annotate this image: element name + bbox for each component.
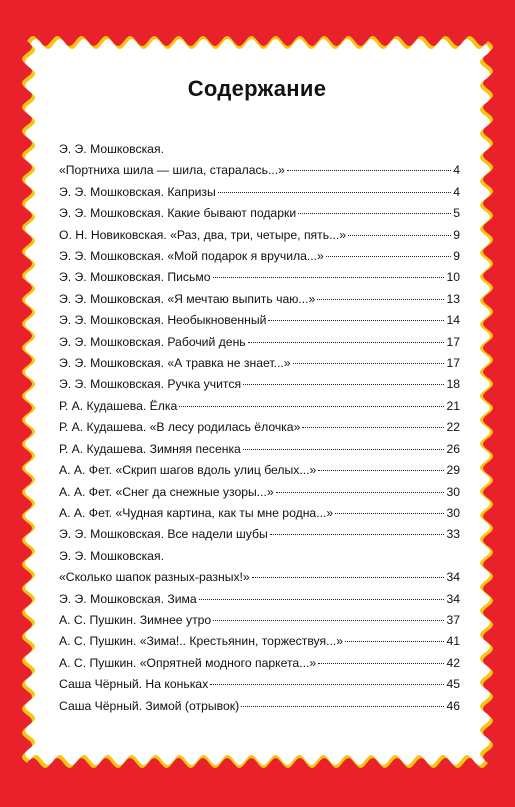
dot-leader [243,384,444,385]
dot-leader [213,277,445,278]
toc-entry [59,289,460,310]
toc-entry-title: Э. Э. Мошковская. «А травка не знает...» [59,356,291,371]
dot-leader [287,170,451,171]
toc-entry-page: 17 [446,334,460,349]
dot-leader [241,706,444,707]
toc-entry [59,482,460,503]
toc-entry [59,631,460,652]
toc-entry-page: 21 [446,398,460,413]
toc-entry-page: 9 [453,249,460,264]
dot-leader [179,406,444,407]
toc-entry-title: «Сколько шапок разных-разных!» [59,570,250,585]
toc-entry [59,353,460,374]
toc-entry-title: «Портниха шила — шила, старалась...» [59,163,285,178]
toc-entry-page: 10 [446,270,460,285]
toc-entry [59,417,460,438]
dot-leader [248,342,445,343]
toc-entry-page: 9 [453,227,460,242]
page-title: Содержание [187,76,327,101]
toc-entry-title: Э. Э. Мошковская. Рабочий день [59,334,246,349]
toc-entry [59,696,460,717]
toc-entry [59,374,460,395]
toc-entry-title: Э. Э. Мошковская. Зима [59,591,197,606]
toc-entry-title: Э. Э. Мошковская. Ручка учится [59,377,242,392]
toc-entry-title: Р. А. Кудашева. «В лесу родилась ёлочка» [59,420,301,435]
toc-entry-page: 17 [446,356,460,371]
dot-leader [270,534,445,535]
toc-entry-author: Э. Э. Мошковская. [59,142,164,156]
dot-leader [243,449,445,450]
toc-entry-author: Э. Э. Мошковская. [59,548,164,563]
toc-entry [59,396,460,417]
toc-entry [59,310,460,331]
toc-entry-page: 30 [446,484,460,499]
toc-entry [59,460,460,481]
toc-entry-page: 41 [446,634,460,649]
dot-leader [213,620,444,621]
dot-leader [317,299,444,300]
toc-entry-page: 5 [453,206,460,221]
toc-entry-title: Э. Э. Мошковская. Какие бывают подарки [59,206,297,221]
toc-entry-page: 29 [446,463,460,478]
toc-entry-page: 42 [446,655,460,670]
toc-entry-page: 4 [453,163,460,178]
toc-entry [59,203,460,224]
toc-entry [59,610,460,631]
toc-entry-title: Р. А. Кудашева. Зимняя песенка [59,441,241,456]
toc-entry-title: А. С. Пушкин. «Зима!.. Крестьянин, торжествуя...» [59,634,344,649]
contents-page [28,42,486,762]
toc-entry-page: 4 [453,184,460,199]
toc-entry-title: Саша Чёрный. Зимой (отрывок) [59,698,240,713]
dot-leader [302,427,444,428]
toc-entry-page: 18 [446,377,460,392]
table-of-contents [59,139,460,717]
toc-entry [59,503,460,524]
toc-entry [59,589,460,610]
toc-entry [59,332,460,353]
dot-leader [293,363,445,364]
toc-entry-page: 46 [446,698,460,713]
dot-leader [276,492,445,493]
toc-entry [59,546,460,589]
toc-entry-page: 26 [446,441,460,456]
dot-leader [318,663,444,664]
toc-entry [59,139,460,182]
toc-entry-title: Э. Э. Мошковская. Все надели шубы [59,527,268,542]
toc-entry-page: 45 [446,677,460,692]
dot-leader [318,470,444,471]
toc-entry-title: Саша Чёрный. На коньках [59,677,209,692]
dot-leader [345,641,444,642]
toc-entry [59,674,460,695]
toc-entry-title: А. А. Фет. «Скрип шагов вдоль улиц белых...» [59,463,317,478]
toc-entry-page: 34 [446,570,460,585]
toc-entry-title: Э. Э. Мошковская. Письмо [59,270,211,285]
toc-entry-title: О. Н. Новиковская. «Раз, два, три, четыре, пять...» [59,227,347,242]
toc-entry-title: Э. Э. Мошковская. «Я мечтаю выпить чаю...» [59,291,316,306]
toc-entry-page: 37 [446,612,460,627]
toc-entry [59,439,460,460]
dot-leader [335,513,444,514]
toc-entry-page: 33 [446,527,460,542]
toc-entry-title: А. С. Пушкин. Зимнее утро [59,612,212,627]
toc-entry [59,267,460,288]
toc-entry-title: Э. Э. Мошковская. Необыкновенный [59,313,267,328]
toc-entry-page: 13 [446,291,460,306]
dot-leader [348,235,451,236]
toc-entry-page: 22 [446,420,460,435]
toc-entry-page: 14 [446,313,460,328]
toc-entry-title: А. А. Фет. «Снег да снежные узоры...» [59,484,274,499]
toc-entry-page: 34 [446,591,460,606]
toc-entry-title: А. С. Пушкин. «Опрятней модного паркета...» [59,655,317,670]
dot-leader [252,577,445,578]
toc-entry [59,182,460,203]
toc-entry [59,653,460,674]
toc-entry-title: Э. Э. Мошковская. «Мой подарок я вручила...» [59,249,324,264]
dot-leader [298,213,451,214]
dot-leader [268,320,444,321]
toc-entry-title: Э. Э. Мошковская. Капризы [59,184,216,199]
toc-entry-title: А. А. Фет. «Чудная картина, как ты мне родна...» [59,505,334,520]
dot-leader [326,256,451,257]
toc-entry [59,246,460,267]
toc-entry-title: Р. А. Кудашева. Ёлка [59,398,178,413]
dot-leader [199,599,445,600]
toc-entry [59,524,460,545]
toc-entry-page: 30 [446,505,460,520]
toc-entry [59,225,460,246]
dot-leader [210,684,444,685]
dot-leader [218,192,451,193]
